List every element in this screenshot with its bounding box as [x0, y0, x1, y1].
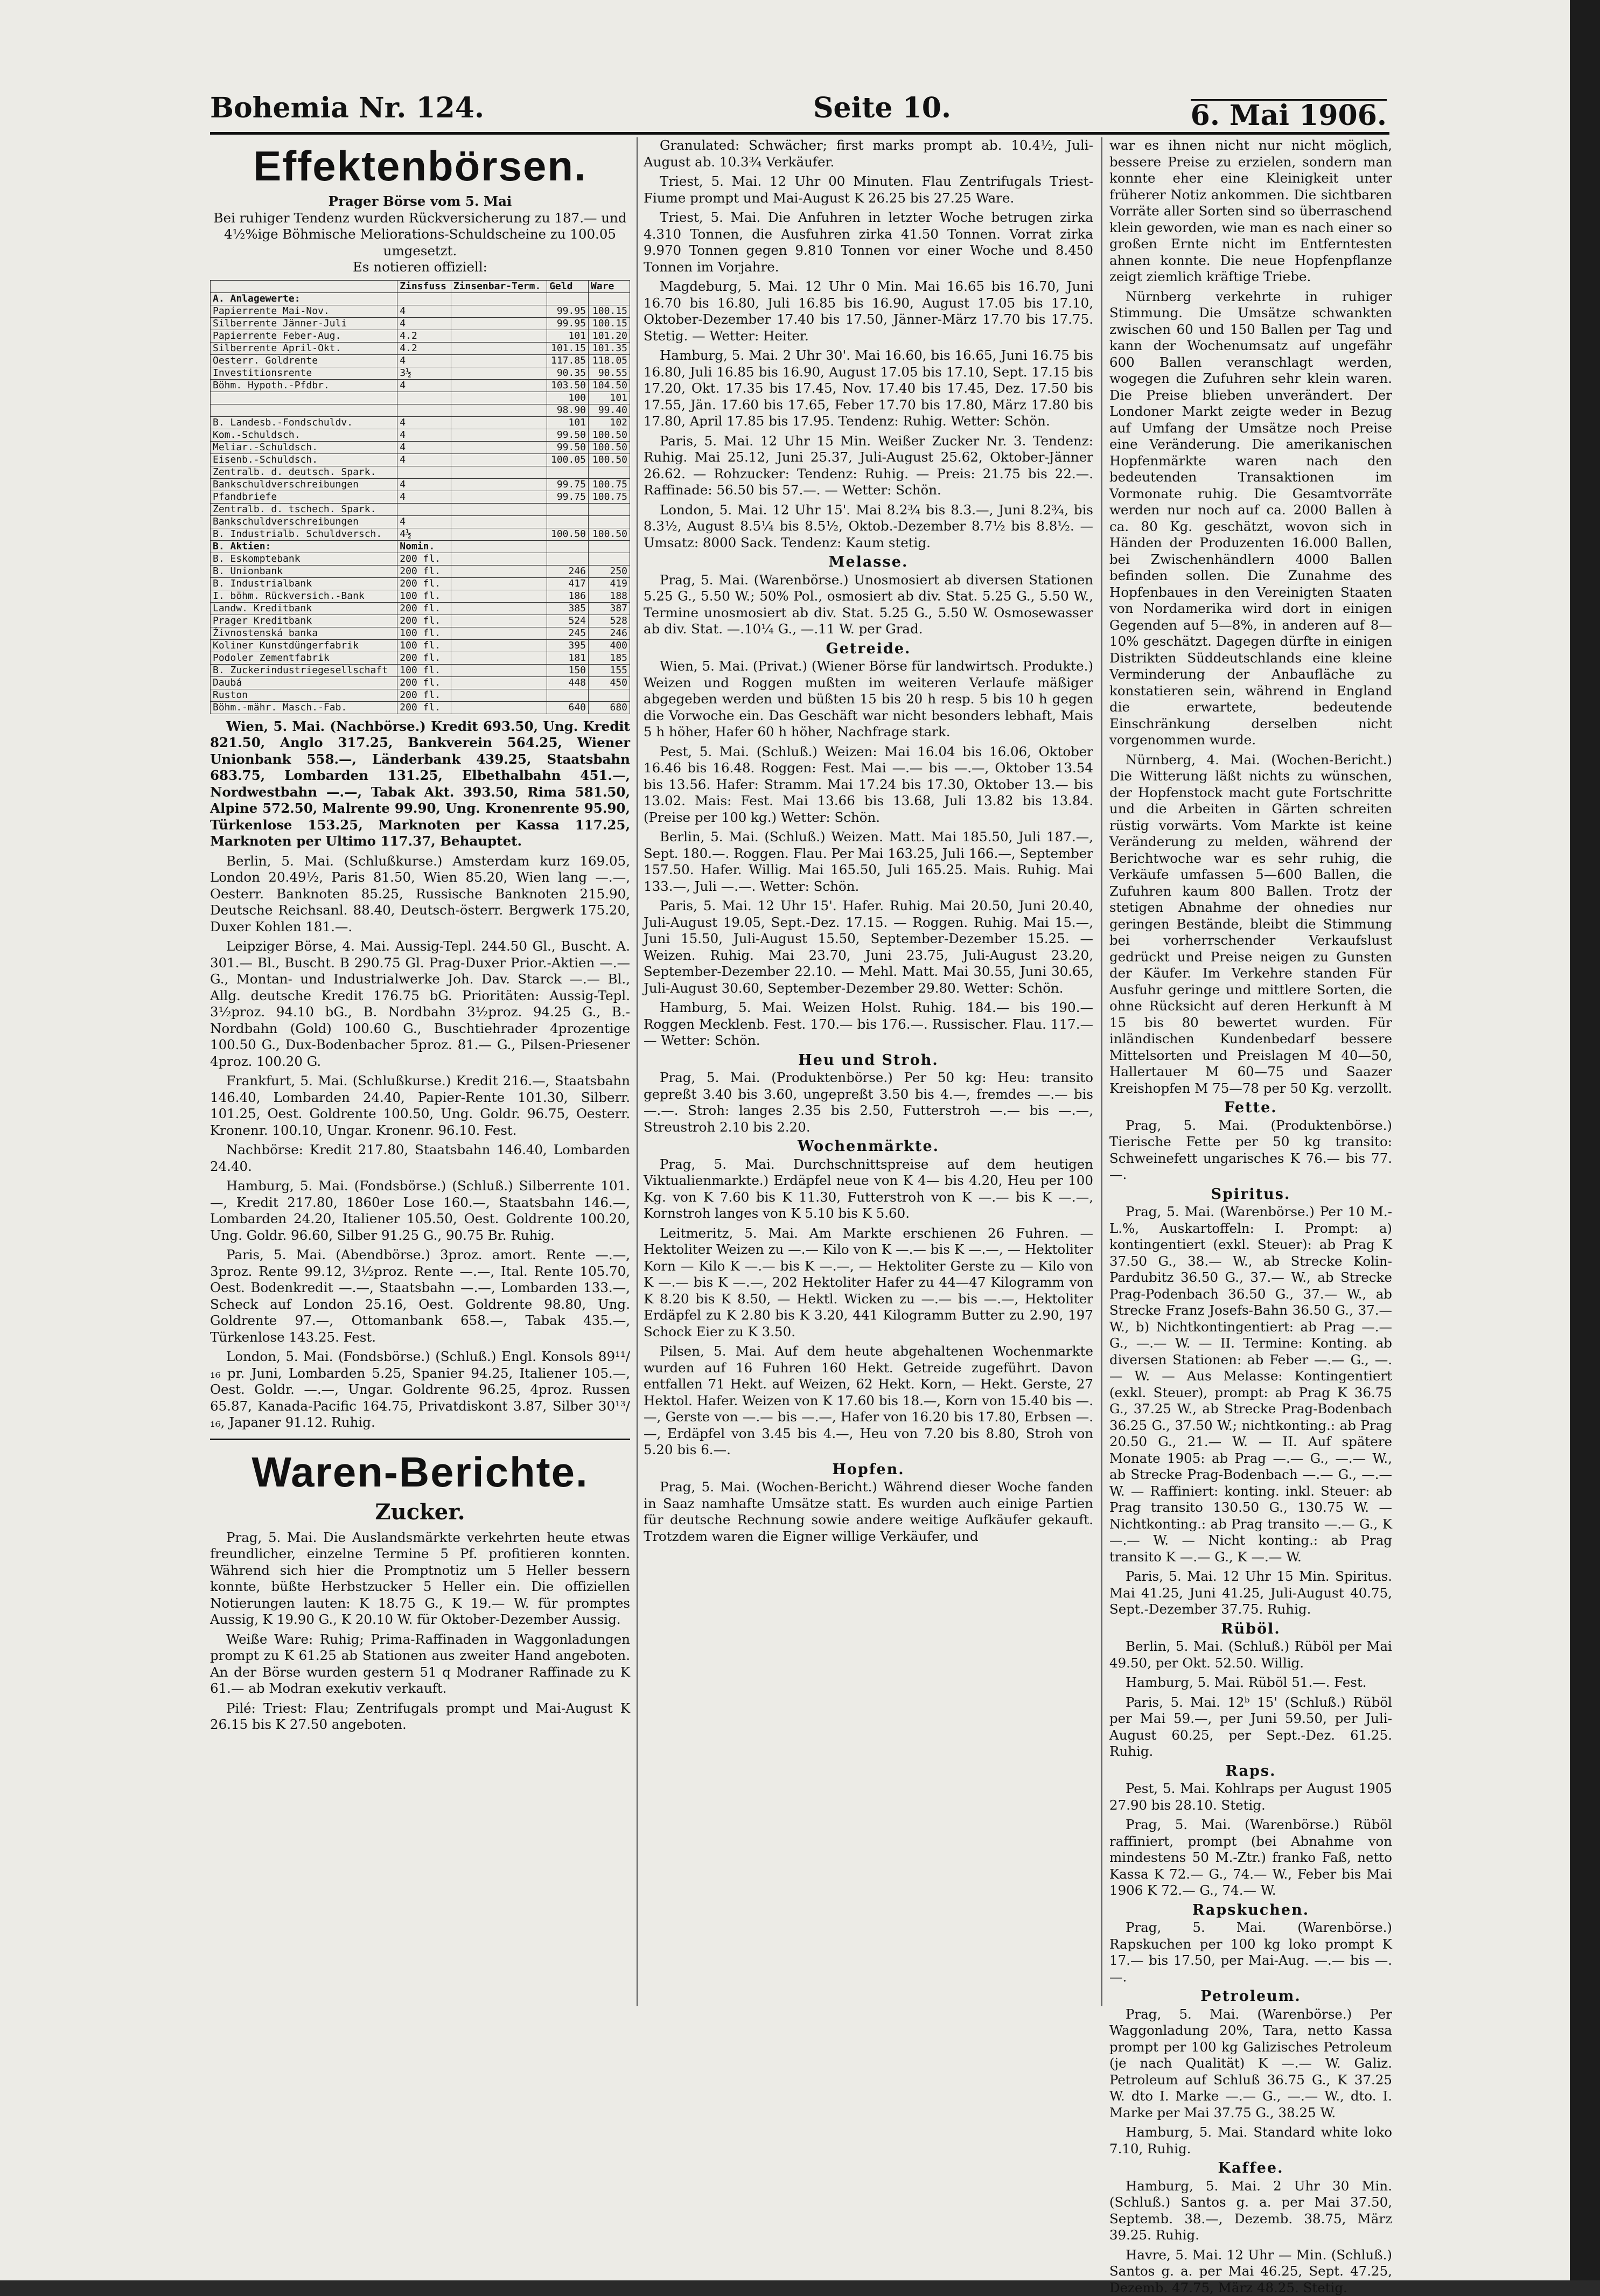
getreide-hamburg: Hamburg, 5. Mai. Weizen Holst. Ruhig. 184.— bis 190.— Roggen Mecklenb. Fest. 170.— bis 176.—. Russischer. Flau. 117.— — Wetter: Schön. [644, 1000, 1093, 1049]
frankfurt-report: Frankfurt, 5. Mai. (Schlußkurse.) Kredit 216.—, Staatsbahn 146.40, Lombarden 24.40, Papier-Rente 101.30, Silberr. 101.25, Oest. Goldrente 100.50, Ung. Goldr. 96.75, Oesterr. Kronenr. 100.10, Ungar. Kronenr. 96.10. Fest. [210, 1073, 630, 1139]
raps-pest: Pest, 5. Mai. Kohlraps per August 1905 27.90 bis 28.10. Stetig. [1109, 1781, 1392, 1813]
table-cell [451, 615, 547, 627]
leipzig-report: Leipziger Börse, 4. Mai. Aussig-Tepl. 244.50 Gl., Buscht. A. 301.— Bl., Buscht. B 290.75 Gl. Prag-Duxer Prior.-Aktien —.— G., Montan- und Industrialwerke Joh. Dav. Starck —.— Bl., Allg. deutsche Kredit 176.75 bG. Prioritäten: Aussig-Tepl. 3½proz. 94.10 bG., B. Nordbahn 3½proz. 94.25 G., B.-Nordbahn (Gold) 100.60 G., Buschtiehrader 4prozentige 100.50 G., Dux-Bodenbacher 5proz. 81.— G., Pilsen-Priesener 4proz. 100.20 G. [210, 938, 630, 1070]
table-cell: 4 [397, 317, 451, 330]
table-row [211, 317, 630, 330]
table-row [211, 676, 630, 689]
table-row [211, 342, 630, 354]
spiritus-prague: Prag, 5. Mai. (Warenbörse.) Per 10 M.-L.%, Auskartoffeln: I. Prompt: a) kontingentiert (exkl. Steuer): ab Prag K 37.50 G., 38.— W., ab Strecke Kolin-Pardubitz 36.50 G., 37.— W., ab Strecke Prag-Podenbach 36.50 G., 37.— W., ab Strecke Franz Josefs-Bahn 36.50 G., 37.— W., b) Nichtkontingentiert: ab Prag —.— G., —.— W. — II. Termine: Konting. ab diversen Stationen: ab Feber —.— G., —.— W. — Aus Melasse: Kontingentiert (exkl. Steuer), prompt: ab Prag K 36.75 G., 37.25 W., ab Strecke Prag-Bodenbach 36.25 G., 37.50 W.; nichtkonting.: ab Prag 20.50 G., 21.— W. — II. Auf spätere Monate 1905: ab Prag —.— G., —.— W., ab Strecke Prag-Bodenbach —.— G., —.— W. — Raffiniert: konting. inkl. Steuer: ab Prag transito 130.50 G., 130.75 W. — Nichtkonting.: ab Prag transito —.— G., K —.— W. — Nicht konting.: ab Prag transito K —.— G., K —.— W. [1109, 1204, 1392, 1565]
table-cell: 104.50 [589, 379, 630, 392]
rueboel-hamburg: Hamburg, 5. Mai. Rüböl 51.—. Fest. [1109, 1674, 1392, 1691]
table-cell [589, 540, 630, 553]
table-cell: 99.75 [547, 491, 589, 503]
table-cell: 100.75 [589, 478, 630, 491]
table-cell: Živnostenská banka [211, 627, 397, 639]
rueboel-berlin: Berlin, 5. Mai. (Schluß.) Rüböl per Mai 49.50, per Okt. 52.50. Willig. [1109, 1638, 1392, 1671]
table-row [211, 379, 630, 392]
table-cell: 4 [397, 491, 451, 503]
table-cell [451, 565, 547, 577]
hopfen-nuernberg: Nürnberg verkehrte in ruhiger Stimmung. Die Umsätze schwankten zwischen 60 und 150 Ballen per Tag und kann der Wochenumsatz auf ungefähr 600 Ballen veranschlagt werden, wogegen die Zufuhren sehr klein waren. Die Preise blieben unverändert. Der Londoner Markt zeigte weder in Bezug auf Umfang der Umsätze noch Preise eine Veränderung. Die amerikanischen Hopfenmärkte waren nach den bedeutenden Transaktionen im Vormonate ruhig. Die Gesamtvorräte werden nur noch auf ca. 2000 Ballen à ca. 80 Kg. geschätzt, wovon sich in Händen der Produzenten 16.000 Ballen, bei Zwischenhändlern 4000 Ballen befinden sollen. Die Zunahme des Hopfenbaues in den Vereinigten Staaten von Nordamerika wird dort in einigen Gegenden auf 5—8%, in anderen auf 8—10% geschätzt. Dagegen dürfte in einigen Distrikten Süddeutschlands eine kleine Verminderung der Anbaufläche zu konstatieren sein, während in England die erwartete, bedeutende Einschränkung derselben nicht vorgenommen wurde. [1109, 289, 1392, 749]
magdeburg-report: Magdeburg, 5. Mai. 12 Uhr 0 Min. Mai 16.65 bis 16.70, Juni 16.70 bis 16.80, Juli 16.85 bis 16.90, August 17.05 bis 17.10, Oktober-Dezember 17.40 bis 17.50, Jänner-März 17.70 bis 17.75. Stetig. — Wetter: Heiter. [644, 278, 1093, 344]
table-cell: Koliner Kunstdüngerfabrik [211, 639, 397, 652]
header-rule [210, 132, 1389, 135]
table-cell: 150 [547, 664, 589, 676]
table-row [211, 354, 630, 367]
header-page-number: Seite 10. [813, 92, 951, 124]
table-cell: 100 fl. [397, 590, 451, 602]
table-cell: Silberrente Jänner-Juli [211, 317, 397, 330]
table-cell [451, 453, 547, 466]
table-cell [547, 689, 589, 701]
hopfen-report: Prag, 5. Mai. (Wochen-Bericht.) Während dieser Woche fanden in Saaz namhafte Umsätze statt. Es wurden auch einige Partien für deutsche Rechnung sowie andere weitige Aufkäufer gekauft. Trotzdem waren die Eigner willige Verkäufer, und [644, 1479, 1093, 1545]
heu-stroh-report: Prag, 5. Mai. (Produktenbörse.) Per 50 kg: Heu: transito gepreßt 3.40 bis 3.60, ungepreßt 3.50 bis 4.—, fremdes —.— bis —.—. Stroh: langes 2.35 bis 2.50, Futterstroh —.— bis —.—, Streustroh 2.10 bis 2.20. [644, 1070, 1093, 1135]
hopfen-title: Hopfen. [644, 1462, 1093, 1478]
table-cell: 387 [589, 602, 630, 615]
table-row [211, 615, 630, 627]
table-cell: 4 [397, 453, 451, 466]
zucker-prague: Prag, 5. Mai. Die Auslandsmärkte verkehrten heute etwas freundlicher, einzelne Termine 5 Pf. profitieren konnten. Während sich hier die Promptnotiz um 5 Heller bessern konnte, büßte Herbstzucker 5 Heller ein. Die offiziellen Notierungen lauten: K 18.75 G., K 19.— W. für promptes Aussig, K 19.90 G., K 20.10 W. für Oktober-Dezember Aussig. [210, 1530, 630, 1628]
table-cell: Ruston [211, 689, 397, 701]
table-cell: 99.95 [547, 305, 589, 317]
table-cell: 246 [547, 565, 589, 577]
petroleum-title: Petroleum. [1109, 1988, 1392, 2005]
table-row [211, 590, 630, 602]
table-cell [397, 392, 451, 404]
table-cell: 400 [589, 639, 630, 652]
table-cell: Böhm. Hypoth.-Pfdbr. [211, 379, 397, 392]
column-1 [210, 137, 630, 2065]
wochenmarkt-prague: Prag, 5. Mai. Durchschnittspreise auf dem heutigen Viktualienmarkte.) Erdäpfel neue von K 4— bis 4.20, Heu per 100 Kg. von K 7.60 bis K 11.30, Futterstroh von K —.— bis K —.—, Kornstroh langes von K 5.10 bis K 5.60. [644, 1156, 1093, 1222]
rapskuchen-report: Prag, 5. Mai. (Warenbörse.) Rapskuchen per 100 kg loko prompt K 17.— bis 17.50, per Mai-Aug. —.— bis —.—. [1109, 1920, 1392, 1985]
column-divider [1101, 137, 1102, 2006]
london-sugar-report: London, 5. Mai. 12 Uhr 15'. Mai 8.2¾ bis 8.3.—, Juni 8.2¾, bis 8.3½, August 8.5¼ bis 8.5½, Oktob.-Dezember 8.7½ bis 8.8½. — Umsatz: 8000 Sack. Tendenz: Kaum stetig. [644, 502, 1093, 552]
table-cell: 450 [589, 676, 630, 689]
kaffee-havre: Havre, 5. Mai. 12 Uhr — Min. (Schluß.) Santos g. a. per Mai 46.25, Sept. 47.25, Dezemb. 47.75, März 48.25. Stetig. [1109, 2247, 1392, 2296]
table-cell: Eisenb.-Schuldsch. [211, 453, 397, 466]
table-row [211, 553, 630, 565]
table-cell: 4 [397, 305, 451, 317]
raps-title: Raps. [1109, 1763, 1392, 1780]
fette-report: Prag, 5. Mai. (Produktenbörse.) Tierische Fette per 50 kg transito: Schweinefett ungarisches K 76.— bis 77.—. [1109, 1118, 1392, 1183]
table-cell [451, 689, 547, 701]
scan-edge [1570, 0, 1600, 2280]
zucker-pile: Pilé: Triest: Flau; Zentrifugals prompt und Mai-August K 26.15 bis K 27.50 angeboten. [210, 1700, 630, 1733]
table-cell: Papierrente Mai-Nov. [211, 305, 397, 317]
table-cell: 100.75 [589, 491, 630, 503]
table-cell: 200 fl. [397, 615, 451, 627]
table-cell: 528 [589, 615, 630, 627]
table-cell: 101.15 [547, 342, 589, 354]
getreide-vienna: Wien, 5. Mai. (Privat.) (Wiener Börse für landwirtsch. Produkte.) Weizen und Roggen mußten im weiteren Verlaufe mäßiger abgegeben werden und büßten 15 bis 20 h resp. 5 bis 10 h gegen die Vorwoche ein. Das Geschäft war nicht besonders lebhaft, Mais 5 h höher, Hafer 60 h höher, Nachfrage stark. [644, 658, 1093, 741]
table-cell: 200 fl. [397, 676, 451, 689]
table-row [211, 689, 630, 701]
table-row [211, 305, 630, 317]
table-cell: 99.40 [589, 404, 630, 416]
table-cell: 417 [547, 577, 589, 590]
table-cell [451, 342, 547, 354]
table-cell: 98.90 [547, 404, 589, 416]
table-cell: 155 [589, 664, 630, 676]
melasse-title: Melasse. [644, 554, 1093, 571]
table-cell: 200 fl. [397, 553, 451, 565]
table-cell [451, 602, 547, 615]
table-cell [451, 305, 547, 317]
berlin-report: Berlin, 5. Mai. (Schlußkurse.) Amsterdam kurz 169.05, London 20.49½, Paris 81.50, Wien 85.20, Wien lang —.—, Oesterr. Banknoten 85.25, Russische Banknoten 215.90, Deutsche Reichsanl. 88.40, Deutsch-österr. Bergwerk 175.20, Duxer Kohlen 181.—. [210, 853, 630, 936]
column-3 [1109, 137, 1392, 2006]
table-cell: 4.2 [397, 342, 451, 354]
table-cell: 100.50 [589, 453, 630, 466]
table-header-cell: Ware [589, 280, 630, 292]
table-cell: 100.15 [589, 305, 630, 317]
table-cell: 102 [589, 416, 630, 429]
table-cell [547, 540, 589, 553]
table-group-column-label [397, 292, 451, 305]
header-date: 6. Mai 1906. [1191, 99, 1387, 101]
table-cell [589, 553, 630, 565]
table-cell: Oesterr. Goldrente [211, 354, 397, 367]
table-cell [451, 392, 547, 404]
table-cell: 117.85 [547, 354, 589, 367]
table-cell [589, 292, 630, 305]
table-row [211, 466, 630, 478]
table-row [211, 528, 630, 540]
table-cell: Podoler Zementfabrik [211, 652, 397, 664]
table-cell: 100.50 [589, 429, 630, 441]
column-divider [637, 137, 638, 2006]
table-cell: 90.35 [547, 367, 589, 379]
table-cell [451, 577, 547, 590]
hamburg-report: Hamburg, 5. Mai. (Fondsbörse.) (Schluß.) Silberrente 101.—, Kredit 217.80, 1860er Lose 160.—, Staatsbahn 146.—, Lombarden 24.20, Italiener 105.50, Oest. Goldrente 100.20, Ung. Goldr. 96.60, Silber 91.25 G., 90.75 Br. Ruhig. [210, 1178, 630, 1244]
table-cell [451, 503, 547, 515]
petroleum-hamburg: Hamburg, 5. Mai. Standard white loko 7.10, Ruhig. [1109, 2124, 1392, 2157]
table-cell: 100.15 [589, 317, 630, 330]
table-cell: 640 [547, 701, 589, 714]
table-group-column-label: Nomin. [397, 540, 451, 553]
table-cell [451, 441, 547, 453]
table-cell [451, 590, 547, 602]
table-cell: 200 fl. [397, 701, 451, 714]
table-cell: 419 [589, 577, 630, 590]
table-row [211, 491, 630, 503]
effektenboersen-title: Effektenbörsen. [210, 142, 630, 190]
rueboel-paris: Paris, 5. Mai. 12ᵇ 15' (Schluß.) Rüböl per Mai 59.—, per Juni 59.50, per Juli-August 60.25, per Sept.-Dez. 61.25. Ruhig. [1109, 1694, 1392, 1760]
spiritus-paris: Paris, 5. Mai. 12 Uhr 15 Min. Spiritus. Mai 41.25, Juni 41.25, Juli-August 40.75, Sept.-Dezember 37.75. Ruhig. [1109, 1568, 1392, 1618]
table-cell: B. Industrialb. Schuldversch. [211, 528, 397, 540]
table-cell: 103.50 [547, 379, 589, 392]
table-cell [451, 515, 547, 528]
table-cell: Kom.-Schuldsch. [211, 429, 397, 441]
table-cell: 188 [589, 590, 630, 602]
table-header-cell: Zinsenbar-Term. [451, 280, 547, 292]
table-cell [451, 354, 547, 367]
table-row [211, 429, 630, 441]
table-cell: 245 [547, 627, 589, 639]
table-cell [547, 553, 589, 565]
table-row [211, 453, 630, 466]
table-cell: Meliar.-Schuldsch. [211, 441, 397, 453]
table-cell: Daubá [211, 676, 397, 689]
table-cell: Zentralb. d. deutsch. Spark. [211, 466, 397, 478]
table-row [211, 664, 630, 676]
table-row [211, 416, 630, 429]
table-cell [451, 404, 547, 416]
table-cell [547, 515, 589, 528]
prague-exchange-note: Es notieren offiziell: [210, 259, 630, 276]
table-cell: 448 [547, 676, 589, 689]
table-cell: Pfandbriefe [211, 491, 397, 503]
table-row [211, 639, 630, 652]
table-cell [397, 404, 451, 416]
table-cell: 680 [589, 701, 630, 714]
table-cell [451, 540, 547, 553]
wochenmarkt-leitmeritz: Leitmeritz, 5. Mai. Am Markte erschienen 26 Fuhren. — Hektoliter Weizen zu —.— Kilo von K —.— bis K —.—, — Hektoliter Korn — Kilo K —.— bis K —.—, — Hektoliter Gerste zu — Kilo von K —.— bis K —.—, 202 Hektoliter Hafer zu 44—47 Kilogramm von K 8.20 bis K 8.50, — Hektl. Wicken zu —.— bis —.—, Hektoliter Erdäpfel zu K 2.80 bis K 3.20, 441 Kilogramm Butter zu 2.90, 197 Schock Eier zu K 3.50. [644, 1225, 1093, 1341]
table-row [211, 441, 630, 453]
table-cell: Silberrente April-Okt. [211, 342, 397, 354]
kaffee-hamburg: Hamburg, 5. Mai. 2 Uhr 30 Min. (Schluß.) Santos g. a. per Mai 37.50, Septemb. 38.—, Dezemb. 38.75, März 39.25. Ruhig. [1109, 2178, 1392, 2244]
table-cell [451, 379, 547, 392]
table-group-row [211, 540, 630, 553]
table-cell: 524 [547, 615, 589, 627]
table-cell: 101 [589, 392, 630, 404]
table-cell: 246 [589, 627, 630, 639]
table-row [211, 577, 630, 590]
table-row [211, 367, 630, 379]
granulated-report: Granulated: Schwächer; first marks prompt ab. 10.4½, Juli-August ab. 10.3¾ Verkäufer. [644, 137, 1093, 170]
table-cell [547, 503, 589, 515]
table-cell: Papierrente Feber-Aug. [211, 330, 397, 342]
getreide-berlin: Berlin, 5. Mai. (Schluß.) Weizen. Matt. Mai 185.50, Juli 187.—, Sept. 180.—. Roggen. Flau. Per Mai 163.25, Juli 166.—, September 157.50. Hafer. Willig. Mai 165.50, Juli 165.25. Mais. Ruhig. Mai 133.—, Juli —.—. Wetter: Schön. [644, 829, 1093, 895]
table-cell: 101 [547, 330, 589, 342]
table-cell [451, 639, 547, 652]
header-paper-issue: Bohemia Nr. 124. [210, 92, 484, 124]
table-cell [589, 689, 630, 701]
table-row [211, 602, 630, 615]
table-cell: Böhm.-mähr. Masch.-Fab. [211, 701, 397, 714]
table-cell [547, 292, 589, 305]
table-cell: 200 fl. [397, 689, 451, 701]
waren-berichte-title: Waren-Berichte. [210, 1448, 630, 1496]
table-cell: 181 [547, 652, 589, 664]
table-row [211, 652, 630, 664]
table-cell: 101.35 [589, 342, 630, 354]
table-cell [397, 503, 451, 515]
table-cell [451, 652, 547, 664]
table-cell [451, 676, 547, 689]
table-cell [451, 491, 547, 503]
table-cell: 100.50 [589, 528, 630, 540]
table-cell: 99.50 [547, 441, 589, 453]
table-cell [211, 404, 397, 416]
table-row [211, 503, 630, 515]
paris-sugar-report: Paris, 5. Mai. 12 Uhr 15 Min. Weißer Zucker Nr. 3. Tendenz: Ruhig. Mai 25.12, Juni 25.37, Juli-August 25.62, Oktober-Jänner 26.62. — Rohzucker: Tendenz: Ruhig. — Preis: 21.75 bis 22.—. Raffinade: 56.50 bis 57.—. — Wetter: Schön. [644, 433, 1093, 499]
table-cell [451, 528, 547, 540]
table-cell [451, 292, 547, 305]
table-header-row [211, 280, 630, 292]
table-cell: Bankschuldverschreibungen [211, 515, 397, 528]
table-cell [451, 367, 547, 379]
rueboel-title: Rüböl. [1109, 1621, 1392, 1638]
table-cell: 4.2 [397, 330, 451, 342]
hopfen-continued: war es ihnen nicht nur nicht möglich, bessere Preise zu erzielen, sondern man konnte eher eine Kleinigkeit unter früherer Notiz ankommen. Die sichtbaren Vorräte aller Sorten sind so überraschend klein geworden, wie man es nach einer so großen Ernte nicht im Entferntesten ahnen konnte. Die neue Hopfenpflanze zeigt ziemlich kräftige Triebe. [1109, 137, 1392, 285]
table-group-label: B. Aktien: [211, 540, 397, 553]
prague-exchange-intro: Bei ruhiger Tendenz wurden Rückversicherung zu 187.— und 4½%ige Böhmische Meliorations-Schuldscheine zu 100.05 umgesetzt. [210, 210, 630, 260]
table-cell: 101 [547, 416, 589, 429]
table-cell: 100.05 [547, 453, 589, 466]
table-cell: 90.55 [589, 367, 630, 379]
wochenmaerkte-title: Wochenmärkte. [644, 1139, 1093, 1155]
table-cell: 3½ [397, 367, 451, 379]
prague-exchange-dateline: Prager Börse vom 5. Mai [210, 193, 630, 210]
table-cell: 100.50 [589, 441, 630, 453]
table-cell: B. Eskomptebank [211, 553, 397, 565]
table-cell: 4 [397, 379, 451, 392]
getreide-title: Getreide. [644, 641, 1093, 658]
raps-prague: Prag, 5. Mai. (Warenbörse.) Rüböl raffiniert, prompt (bei Abnahme von mindestens 50 M.-Ztr.) franko Faß, netto Kassa K 72.— G., 74.— W., Feber bis Mai 1906 K 72.— G., 74.— W. [1109, 1817, 1392, 1899]
table-cell: 100 fl. [397, 627, 451, 639]
table-cell: 99.50 [547, 429, 589, 441]
table-cell: 395 [547, 639, 589, 652]
getreide-pest: Pest, 5. Mai. (Schluß.) Weizen: Mai 16.04 bis 16.06, Oktober 16.46 bis 16.48. Roggen: Fest. Mai —.— bis —.—, Oktober 13.54 bis 13.56. Hafer: Stramm. Mai 17.24 bis 17.30, Oktober 13.— bis 13.02. Mais: Fest. Mai 13.66 bis 13.68, Juli 13.82 bis 13.84. (Preise per 100 kg.) Wetter: Schön. [644, 744, 1093, 826]
table-cell [451, 701, 547, 714]
table-cell: Investitionsrente [211, 367, 397, 379]
table-cell: B. Unionbank [211, 565, 397, 577]
getreide-paris: Paris, 5. Mai. 12 Uhr 15'. Hafer. Ruhig. Mai 20.50, Juni 20.40, Juli-August 19.05, Sept.-Dez. 17.15. — Roggen. Ruhig. Mai 15.—, Juni 15.50, Juli-August 15.50, September-Dezember 15.25. — Weizen. Ruhig. Mai 23.70, Juni 23.75, Juli-August 23.20, September-Dezember 22.10. — Mehl. Matt. Mai 30.55, Juni 30.65, Juli-August 30.60, September-Dezember 29.80. Wetter: Schön. [644, 898, 1093, 996]
spiritus-title: Spiritus. [1109, 1187, 1392, 1203]
zucker-white-goods: Weiße Ware: Ruhig; Prima-Raffinaden in Waggonladungen prompt zu K 61.25 ab Stationen aus zweiter Hand angeboten. An der Börse wurden gestern 51 q Modraner Raffinade zu K 61.— ab Modran exekutiv verkauft. [210, 1631, 630, 1697]
table-cell [451, 627, 547, 639]
table-cell: 100 fl. [397, 639, 451, 652]
table-cell [589, 515, 630, 528]
table-cell: 4 [397, 416, 451, 429]
table-row [211, 701, 630, 714]
table-group-label: A. Anlagewerte: [211, 292, 397, 305]
table-row [211, 478, 630, 491]
table-group-row [211, 292, 630, 305]
zucker-title: Zucker. [210, 1499, 630, 1525]
trieste-weekly: Triest, 5. Mai. Die Anfuhren in letzter Woche betrugen zirka 4.310 Tonnen, die Ausfuhren zirka 41.50 Tonnen. Vorrat zirka 9.970 Tonnen gegen 9.810 Tonnen vor einer Woche und 8.450 Tonnen im Vorjahre. [644, 210, 1093, 275]
table-header-cell: Zinsfuss [397, 280, 451, 292]
table-cell [451, 429, 547, 441]
table-cell: 385 [547, 602, 589, 615]
table-cell: 185 [589, 652, 630, 664]
table-cell [589, 503, 630, 515]
table-cell: 101.20 [589, 330, 630, 342]
table-cell: 250 [589, 565, 630, 577]
table-cell: 200 fl. [397, 652, 451, 664]
table-cell [211, 392, 397, 404]
table-cell: 100 [547, 392, 589, 404]
table-cell: Prager Kreditbank [211, 615, 397, 627]
table-cell: Bankschuldverschreibungen [211, 478, 397, 491]
table-cell [589, 466, 630, 478]
table-cell: 4 [397, 515, 451, 528]
page-header [210, 92, 1387, 129]
table-cell: 118.05 [589, 354, 630, 367]
table-cell [451, 416, 547, 429]
table-cell: 200 fl. [397, 602, 451, 615]
melasse-report: Prag, 5. Mai. (Warenbörse.) Unosmosiert ab diversen Stationen 5.25 G., 5.50 W.; 50% Pol., osmosiert ab div. Stat. 5.25 G., 5.50 W., Termine unosmosiert ab div. Stat. 5.25 G., 5.50 W. Osmosewasser ab div. Stat. —.10¼ G., —.11 W. per Grad. [644, 572, 1093, 638]
paris-report: Paris, 5. Mai. (Abendbörse.) 3proz. amort. Rente —.—, 3proz. Rente 99.12, 3½proz. Rente —.—, Ital. Rente 105.70, Oest. Bodenkredit —.—, Staatsbahn —.—, Lombarden 133.—, Scheck auf London 25.16, Oest. Goldrente 98.80, Ung. Goldrente 97.—, Ottomanbank 658.—, Tabak 435.—, Türkenlose 143.25. Fest. [210, 1247, 630, 1345]
table-header-cell: Geld [547, 280, 589, 292]
table-cell: B. Zuckerindustriegesellschaft [211, 664, 397, 676]
table-cell [451, 466, 547, 478]
table-row [211, 627, 630, 639]
table-row [211, 565, 630, 577]
paragraph: Wien, 5. Mai. (Nachbörse.) Kredit 693.50, Ung. Kredit 821.50, Anglo 317.25, Bankverein 564.25, Wiener Unionbank 558.—, Länderbank 439.25, Staatsbahn 683.75, Lombarden 131.25, Elbethalbahn 451.—, Nordwestbahn —.—, Tabak Akt. 393.50, Rima 581.50, Alpine 572.50, Malrente 99.90, Ung. Kronenrente 95.90, Türkenlose 153.25, Marknoten per Kassa 117.25, Marknoten per Ultimo 117.37, Behauptet. [210, 718, 630, 850]
vienna-report [210, 718, 630, 850]
table-cell: 100 fl. [397, 664, 451, 676]
table-cell: Landw. Kreditbank [211, 602, 397, 615]
table-cell: 99.95 [547, 317, 589, 330]
table-cell: Zentralb. d. tschech. Spark. [211, 503, 397, 515]
table-cell [451, 553, 547, 565]
hamburg-sugar-report: Hamburg, 5. Mai. 2 Uhr 30'. Mai 16.60, bis 16.65, Juni 16.75 bis 16.80, Juli 16.85 bis 16.90, August 17.05 bis 17.10, Sept. 17.15 bis 17.20, Okt. 17.35 bis 17.45, Nov. 17.40 bis 17.45, Dez. 17.50 bis 17.55, Jän. 17.60 bis 17.65, Feber 17.70 bis 17.80, März 17.80 bis 17.80, April 17.85 bis 17.95. Tendenz: Ruhig. Wetter: Schön. [644, 347, 1093, 430]
table-row [211, 330, 630, 342]
table-cell: 4 [397, 441, 451, 453]
table-cell: B. Landesb.-Fondschuldv. [211, 416, 397, 429]
table-cell: B. Industrialbank [211, 577, 397, 590]
table-cell: 4 [397, 354, 451, 367]
table-cell: 100.50 [547, 528, 589, 540]
table-row [211, 404, 630, 416]
table-cell [451, 330, 547, 342]
wochenmarkt-pilsen: Pilsen, 5. Mai. Auf dem heute abgehaltenen Wochenmarkte wurden auf 16 Fuhren 160 Hekt. Getreide zugeführt. Davon entfallen 71 Hekt. auf Weizen, 62 Hekt. Korn, — Hekt. Gerste, 27 Hektol. Hafer. Weizen von K 17.60 bis 18.—, Korn von 15.40 bis —.—, Gerste von —.— bis —.—, Hafer von 16.20 bis 17.80, Erbsen —.—, Erdäpfel von 3.45 bis 4.—, Heu von 7.20 bis 8.80, Stroh von 5.20 bis 6.—. [644, 1343, 1093, 1458]
table-cell [451, 664, 547, 676]
table-row [211, 392, 630, 404]
section-rule [210, 1439, 630, 1440]
table-cell: 4½ [397, 528, 451, 540]
table-cell: 200 fl. [397, 565, 451, 577]
table-cell [451, 317, 547, 330]
frankfurt-nachboerse: Nachbörse: Kredit 217.80, Staatsbahn 146.40, Lombarden 24.40. [210, 1142, 630, 1175]
table-cell [397, 466, 451, 478]
hopfen-nuernberg-weekly: Nürnberg, 4. Mai. (Wochen-Bericht.) Die Witterung läßt nichts zu wünschen, der Hopfenstock macht gute Fortschritte und die Arbeiten in Gärten schreiten rüstig vorwärts. Vom Markte ist keine Veränderung zu melden, während der Berichtwoche war es sehr ruhig, die Verkäufe umfassen 5—600 Ballen, die Zufuhren kaum 800 Ballen. Trotz der stetigen Abnahme der ohnedies nur geringen Bestände, bleibt die Stimmung bei vorherrschender Verkaufslust gedrückt und Preise neigen zu Gunsten der Käufer. Im Verkehre standen Für Ausfuhr geringe und mittlere Sorten, die ohne Rücksicht auf deren Herkunft à M 15 bis 80 bewertet wurden. Für inländischen Kundenbedarf bessere Mittelsorten und Preislagen M 40—50, Hallertauer M 60—75 und Saazer Kreishopfen M 75—78 per 50 Kg. verzollt. [1109, 752, 1392, 1097]
bourse-quotation-table [210, 280, 630, 714]
column-2 [644, 137, 1093, 2006]
table-row [211, 515, 630, 528]
table-cell: 4 [397, 478, 451, 491]
table-cell: I. böhm. Rückversich.-Bank [211, 590, 397, 602]
kaffee-title: Kaffee. [1109, 2160, 1392, 2177]
table-header-cell [211, 280, 397, 292]
table-cell [451, 478, 547, 491]
heu-stroh-title: Heu und Stroh. [644, 1052, 1093, 1069]
table-cell: 200 fl. [397, 577, 451, 590]
table-cell: 4 [397, 429, 451, 441]
table-cell: 186 [547, 590, 589, 602]
table-cell: 99.75 [547, 478, 589, 491]
table-cell [547, 466, 589, 478]
fette-title: Fette. [1109, 1100, 1392, 1116]
rapskuchen-title: Rapskuchen. [1109, 1902, 1392, 1919]
trieste-report: Triest, 5. Mai. 12 Uhr 00 Minuten. Flau Zentrifugals Triest-Fiume prompt und Mai-August K 26.25 bis 27.25 Ware. [644, 173, 1093, 206]
london-report: London, 5. Mai. (Fondsbörse.) (Schluß.) Engl. Konsols 89¹¹/₁₆ pr. Juni, Lombarden 5.25, Spanier 94.25, Italiener 105.—, Oest. Goldr. —.—, Ungar. Goldrente 96.25, 4proz. Russen 65.87, Kanada-Pacific 164.75, Privatdiskont 3.87, Silber 30¹³/₁₆, Japaner 91.12. Ruhig. [210, 1349, 630, 1431]
petroleum-prague: Prag, 5. Mai. (Warenbörse.) Per Waggonladung 20%, Tara, netto Kassa prompt per 100 kg Galizisches Petroleum (je nach Qualität) K —.— W. Galiz. Petroleum auf Schluß 36.75 G., K 37.25 W. dto I. Marke —.— G., —.— W., dto. I. Marke per Mai 37.75 G., 38.25 W. [1109, 2006, 1392, 2121]
